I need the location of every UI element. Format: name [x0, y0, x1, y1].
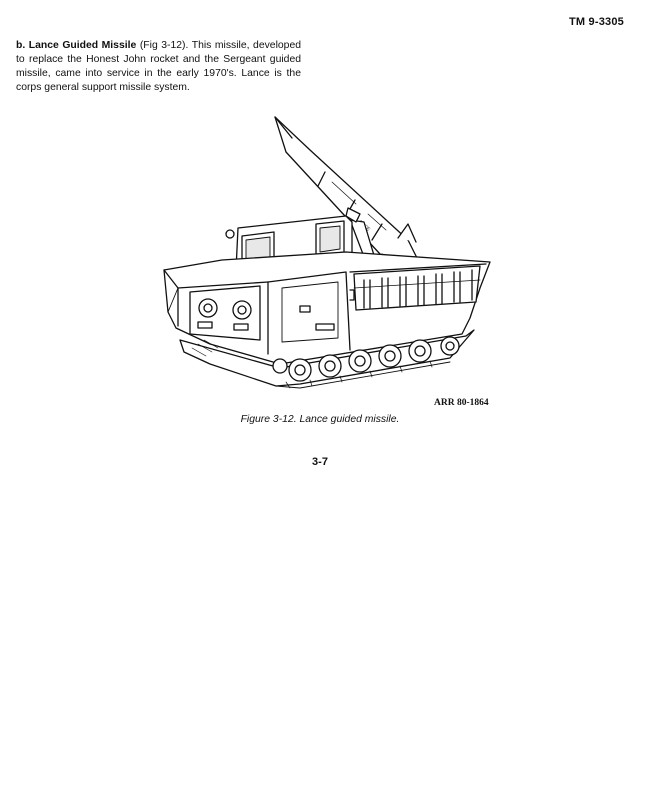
- document-id: TM 9-3305: [569, 16, 624, 28]
- lance-missile-illustration: [150, 112, 510, 412]
- cargo-bed-rails: [350, 266, 480, 310]
- paragraph-lance-guided-missile: [16, 39, 301, 95]
- paragraph-label: b. Lance Guided Missile: [16, 40, 137, 51]
- paragraph-body: (Fig 3-12). This missile, developed to replace the Honest John rocket and the Sergeant guided missile, came into service in the early 1970's. Lance is the corps general support missile system.: [16, 40, 301, 93]
- figure-stamp: ARR 80-1864: [434, 398, 489, 408]
- page-number: 3-7: [312, 456, 328, 468]
- figure-caption: Figure 3-12. Lance guided missile.: [240, 414, 400, 425]
